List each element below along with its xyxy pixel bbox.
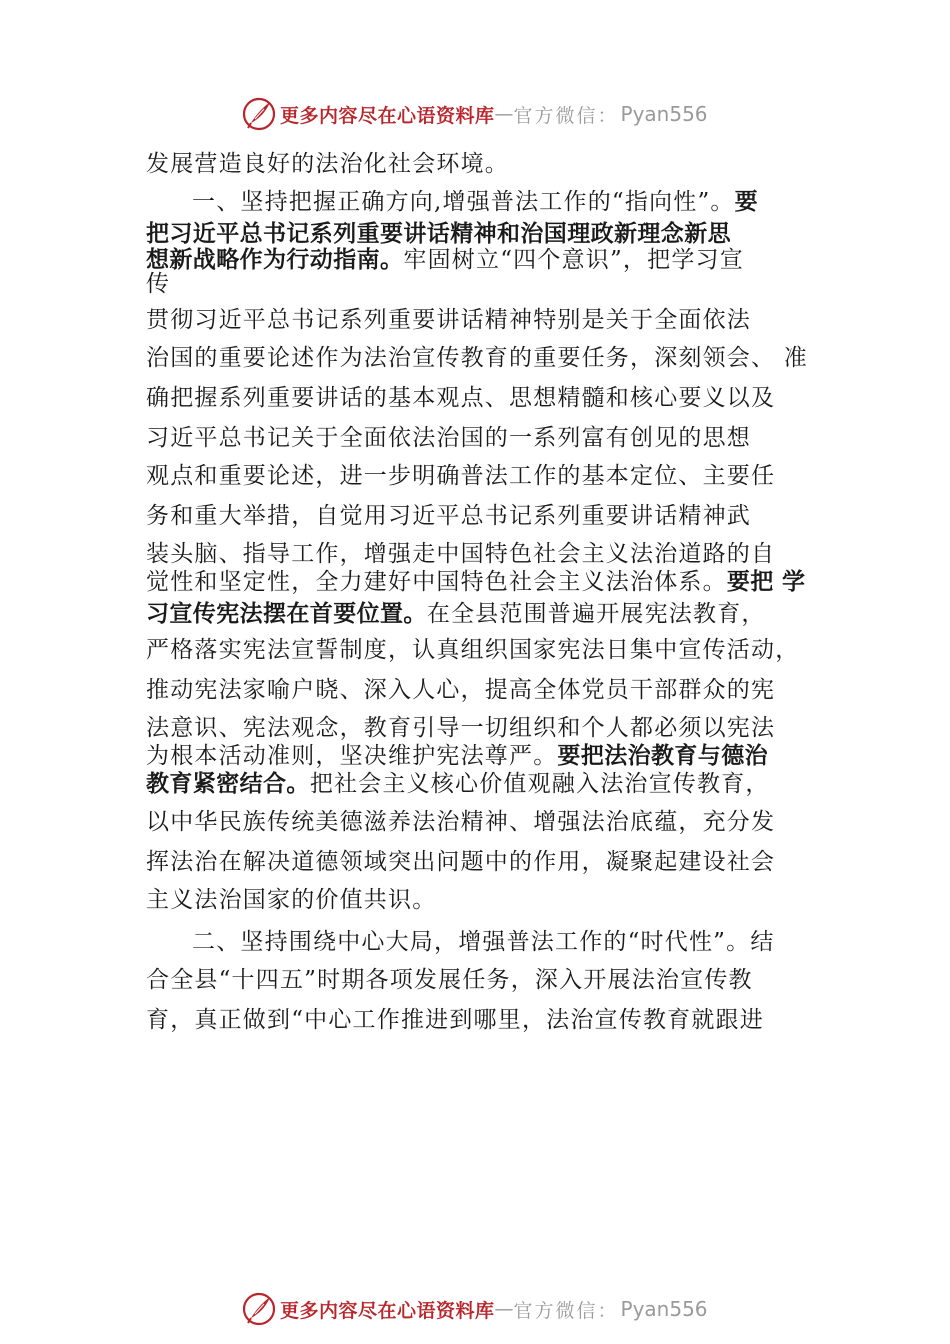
text-line	[192, 928, 775, 956]
watermark-wechat-id: Pyan556	[620, 1297, 708, 1321]
body-text: 习近平总书记关于全面依法治国的一系列富有创见的思想	[146, 425, 751, 451]
body-text: 一、坚持把握正确方向,增强普法工作的“指向性”。	[192, 189, 735, 215]
body-text: 以中华民族传统美德滋养法治精神、增强法治底蕴，充分发	[146, 809, 776, 835]
text-line	[146, 600, 766, 628]
body-text: 合全县“十四五”时期各项发展任务，深入开展法治宣传教	[146, 967, 753, 993]
body-text: 育，真正做到“中心工作推进到哪里，法治宣传教育就跟进	[146, 1007, 764, 1033]
text-line	[146, 742, 768, 770]
body-text: 二、坚持围绕中心大局，增强普法工作的“时代性”。结	[192, 929, 775, 955]
text-line	[146, 502, 751, 530]
text-line	[146, 220, 731, 248]
watermark-footer	[242, 1292, 708, 1326]
body-text: 传	[146, 271, 171, 297]
text-line	[192, 188, 758, 216]
text-line	[146, 344, 808, 372]
bold-text: 教育紧密结合。	[146, 771, 310, 797]
body-text: 为根本活动准则，坚决维护宪法尊严。	[146, 743, 558, 769]
body-text: 在全县范围普遍开展宪法教育，	[426, 601, 766, 627]
body-text: 推动宪法家喻户晓、深入人心，提高全体党员干部群众的宪	[146, 677, 776, 703]
text-line	[146, 966, 753, 994]
body-text: 觉性和坚定性，全力建好中国特色社会主义法治体系。	[146, 569, 727, 595]
text-line	[146, 270, 170, 298]
body-text: 把社会主义核心价值观融入法治宣传教育，	[309, 771, 770, 797]
body-text: 法意识、宪法观念，教育引导一切组织和个人都必须以宪法	[146, 715, 776, 741]
body-text: 发展营造良好的法治化社会环境。	[146, 151, 509, 177]
text-line	[146, 246, 744, 274]
text-line	[146, 636, 799, 664]
body-text: 主义法治国家的价值共识。	[146, 887, 437, 913]
bold-text: 要	[734, 189, 759, 215]
text-line	[146, 1006, 764, 1034]
bold-text: 要把法治教育与德治	[557, 743, 769, 769]
bold-text: 要把 学	[726, 569, 806, 595]
text-line	[146, 886, 436, 914]
watermark-dash: —	[494, 103, 514, 125]
text-line	[146, 770, 770, 798]
body-text: 确把握系列重要讲话的基本观点、思想精髓和核心要义以及	[146, 385, 776, 411]
text-line	[146, 424, 751, 452]
watermark-brand: 更多内容尽在心语资料库	[280, 1299, 495, 1322]
bold-text: 想新战略作为行动指南。	[146, 247, 404, 273]
watermark-header	[242, 97, 708, 131]
text-line	[146, 462, 775, 490]
watermark-brand: 更多内容尽在心语资料库	[280, 104, 495, 127]
watermark-wechat-id: Pyan556	[620, 102, 708, 126]
text-line	[146, 568, 805, 596]
watermark-label: 官方微信：	[513, 1299, 619, 1322]
body-text: 治国的重要论述作为法治宣传教育的重要任务，深刻领会、 准	[146, 345, 808, 371]
text-line	[146, 808, 775, 836]
body-text: 牢固树立“四个意识”，把学习宣	[403, 247, 744, 273]
body-text: 观点和重要论述，进一步明确普法工作的基本定位、主要任	[146, 463, 776, 489]
text-line	[146, 676, 775, 704]
body-text: 严格落实宪法宣誓制度，认真组织国家宪法日集中宣传活动，	[146, 637, 800, 663]
body-text: 务和重大举措，自觉用习近平总书记系列重要讲话精神武	[146, 503, 751, 529]
text-line	[146, 714, 775, 742]
text-line	[146, 150, 509, 178]
bold-text: 把习近平总书记系列重要讲话精神和治国理政新理念新思	[146, 221, 731, 247]
body-text: 挥法治在解决道德领域突出问题中的作用，凝聚起建设社会	[146, 849, 776, 875]
text-line	[146, 540, 775, 568]
text-line	[146, 384, 775, 412]
quill-pen-logo-icon	[242, 97, 276, 131]
text-line	[146, 306, 751, 334]
text-line	[146, 848, 775, 876]
watermark-label: 官方微信：	[513, 104, 619, 127]
body-text: 装头脑、指导工作，增强走中国特色社会主义法治道路的自	[146, 541, 776, 567]
watermark-dash: —	[494, 1298, 514, 1320]
body-text: 贯彻习近平总书记系列重要讲话精神特别是关于全面依法	[146, 307, 751, 333]
bold-text: 习宣传宪法摆在首要位置。	[146, 601, 427, 627]
quill-pen-logo-icon	[242, 1292, 276, 1326]
